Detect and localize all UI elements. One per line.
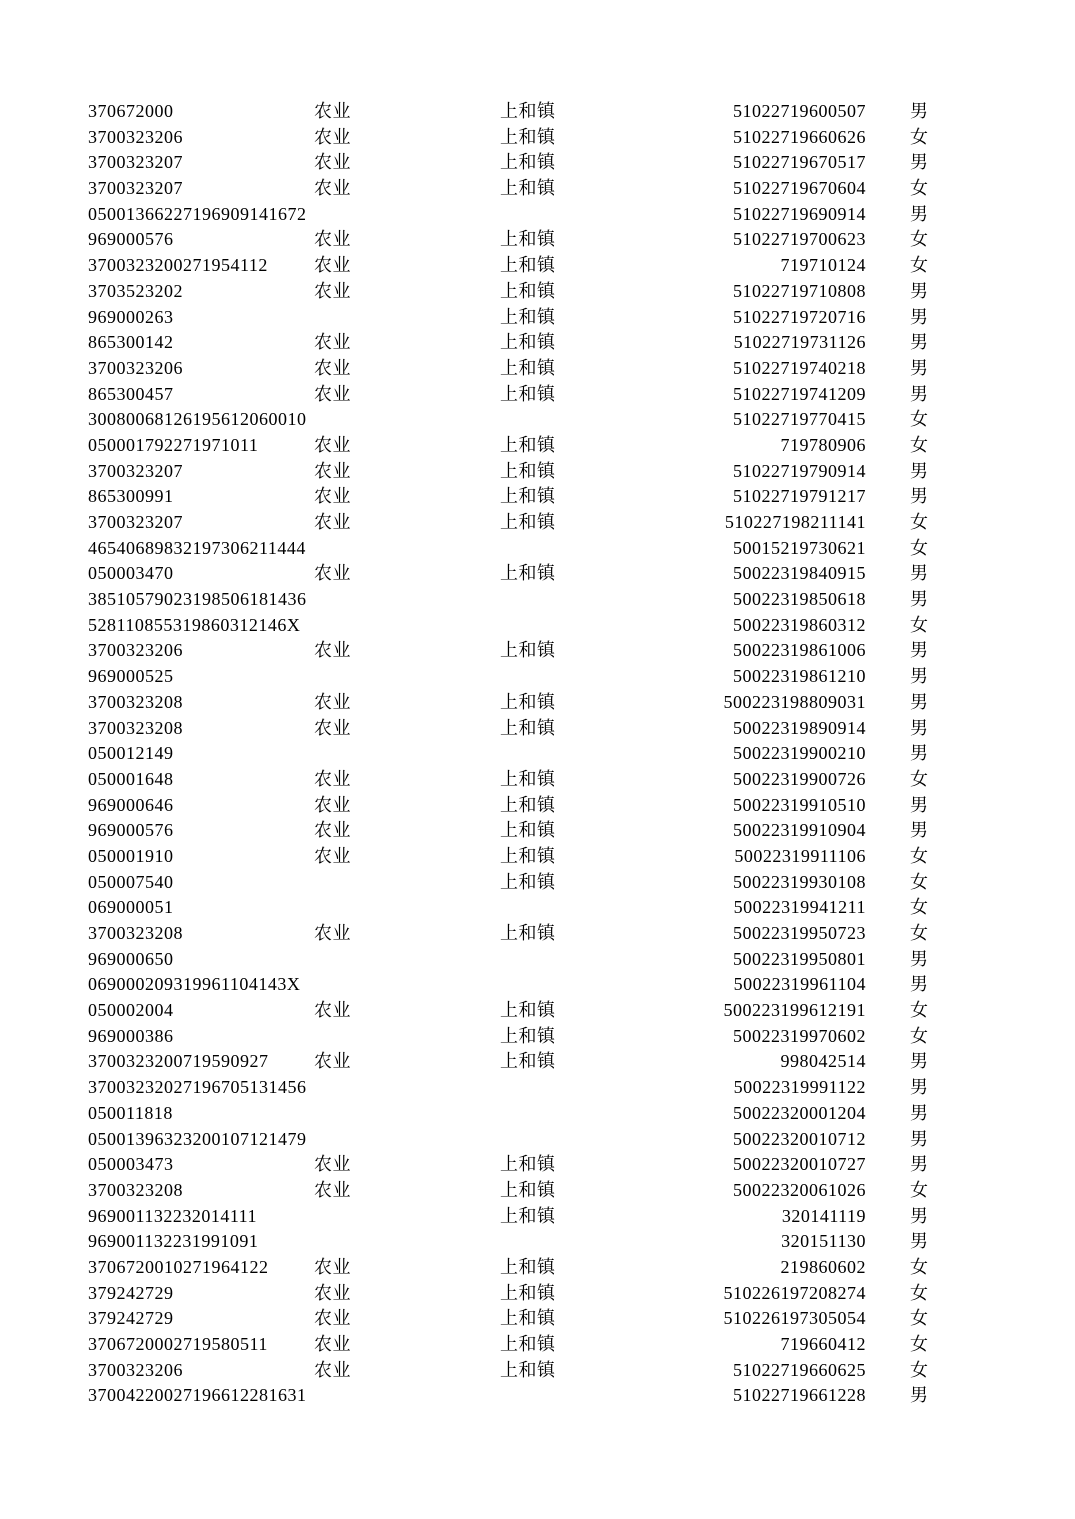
cell-town[interactable]: 上和镇 xyxy=(500,101,556,121)
table-row xyxy=(0,870,1075,896)
cell-town[interactable]: 上和镇 xyxy=(500,357,556,378)
cell-category[interactable]: 农业 xyxy=(314,717,351,738)
cell-account[interactable]: 865300142 xyxy=(88,332,174,353)
cell-id-number[interactable]: 51022719791217 xyxy=(733,486,866,507)
cell-account[interactable]: 969000576 xyxy=(88,820,174,841)
cell-town[interactable]: 上和镇 xyxy=(500,1025,556,1046)
table-row xyxy=(0,1152,1075,1178)
cell-town[interactable]: 上和镇 xyxy=(500,923,556,943)
cell-gender[interactable]: 女 xyxy=(910,537,929,558)
table-row xyxy=(0,818,1075,844)
cell-id-number[interactable]: 50022320061026 xyxy=(733,1179,866,1200)
cell-account[interactable]: 3700323208 xyxy=(88,691,183,712)
cell-category[interactable]: 农业 xyxy=(314,255,351,276)
table-row xyxy=(0,510,1075,536)
cell-id-number[interactable]: 50022319930108 xyxy=(733,871,866,892)
cell-account[interactable]: 96900113223199109​1 xyxy=(88,1231,259,1252)
cell-account[interactable]: 050001910 xyxy=(88,845,174,866)
cell-id-number[interactable]: 510226197208274 xyxy=(723,1282,866,1303)
cell-account[interactable]: 050012149 xyxy=(88,743,174,764)
cell-account[interactable]: 379242729 xyxy=(88,1308,174,1329)
cell-id-number[interactable]: 51022719700623 xyxy=(733,229,866,250)
cell-category[interactable]: 农业 xyxy=(314,126,351,147)
table-row xyxy=(0,767,1075,793)
table-row xyxy=(0,125,1075,151)
table-row xyxy=(0,176,1075,202)
cell-account[interactable]: 069000051 xyxy=(88,897,174,918)
cell-category[interactable]: 农业 xyxy=(314,923,351,943)
cell-gender[interactable]: 女 xyxy=(910,1359,929,1380)
cell-gender[interactable]: 女 xyxy=(910,229,929,250)
cell-id-number[interactable]: 51022719740218 xyxy=(733,357,866,378)
cell-town[interactable]: 上和镇 xyxy=(500,152,556,173)
table-row xyxy=(0,613,1075,639)
cell-id-number[interactable]: 51022719770415 xyxy=(733,409,866,430)
cell-category[interactable]: 农业 xyxy=(314,434,351,455)
cell-id-number[interactable]: 50022319970602 xyxy=(733,1025,866,1046)
cell-account[interactable]: 969000576 xyxy=(88,229,174,250)
cell-account[interactable]: 4654068983219730621​1444 xyxy=(88,537,306,558)
cell-gender[interactable]: 男 xyxy=(910,486,929,507)
cell-account[interactable]: 3700323207 xyxy=(88,512,183,532)
cell-town[interactable]: 上和镇 xyxy=(500,1256,556,1277)
cell-gender[interactable]: 男 xyxy=(910,820,929,841)
cell-account[interactable]: 96900113223201411​1 xyxy=(88,1205,257,1226)
cell-id-number[interactable]: 50022319850618 xyxy=(733,589,866,610)
cell-account[interactable]: 3700323206 xyxy=(88,126,183,147)
cell-account[interactable]: 050002004 xyxy=(88,1000,174,1021)
cell-town[interactable]: 上和镇 xyxy=(500,1205,556,1226)
cell-category[interactable]: 农业 xyxy=(314,1359,351,1380)
cell-id-number[interactable]: 51022719690914 xyxy=(733,203,866,224)
cell-account[interactable]: 3700323207 xyxy=(88,152,183,173)
table-row xyxy=(0,1101,1075,1127)
cell-id-number[interactable]: 320141119 xyxy=(781,1205,866,1226)
cell-gender[interactable]: 女 xyxy=(910,768,929,789)
cell-category[interactable]: 农业 xyxy=(314,1051,351,1072)
cell-category[interactable]: 农业 xyxy=(314,178,351,199)
cell-id-number[interactable]: 51022719660625 xyxy=(733,1359,866,1380)
cell-id-number[interactable]: 50022319910510 xyxy=(733,794,866,815)
cell-gender[interactable]: 男 xyxy=(910,640,929,661)
cell-gender[interactable]: 男 xyxy=(910,794,929,815)
table-row xyxy=(0,1178,1075,1204)
cell-town[interactable]: 上和镇 xyxy=(500,332,556,353)
table-row xyxy=(0,382,1075,408)
cell-id-number[interactable]: 50022319900726 xyxy=(733,768,866,789)
cell-id-number[interactable]: 50022319950801 xyxy=(733,948,866,969)
cell-account[interactable]: 969000263 xyxy=(88,306,174,327)
cell-town[interactable]: 上和镇 xyxy=(500,280,556,301)
table-row xyxy=(0,253,1075,279)
cell-account[interactable]: 3706720010271964122 xyxy=(88,1256,269,1277)
cell-town[interactable]: 上和镇 xyxy=(500,486,556,507)
cell-id-number[interactable]: 50022320001204 xyxy=(733,1102,866,1123)
cell-gender[interactable]: 男 xyxy=(910,974,929,995)
cell-gender[interactable]: 男 xyxy=(910,1154,929,1175)
cell-category[interactable]: 农业 xyxy=(314,1308,351,1329)
table-row xyxy=(0,150,1075,176)
cell-id-number[interactable]: 998042514 xyxy=(780,1051,866,1072)
cell-gender[interactable]: 男 xyxy=(910,357,929,378)
cell-town[interactable]: 上和镇 xyxy=(500,871,556,892)
cell-gender[interactable]: 女 xyxy=(910,923,929,943)
cell-id-number[interactable]: 50015219730621 xyxy=(733,537,866,558)
table-row xyxy=(0,587,1075,613)
cell-id-number[interactable]: 50022320010712 xyxy=(733,1128,866,1149)
cell-category[interactable]: 农业 xyxy=(314,229,351,250)
cell-category[interactable]: 农业 xyxy=(314,332,351,353)
cell-category[interactable]: 农业 xyxy=(314,357,351,378)
cell-gender[interactable]: 女 xyxy=(910,1179,929,1200)
cell-town[interactable]: 上和镇 xyxy=(500,1000,556,1021)
cell-id-number[interactable]: 719780906 xyxy=(780,434,866,455)
cell-id-number[interactable]: 50022319961104 xyxy=(733,974,866,995)
cell-gender[interactable]: 女 xyxy=(910,871,929,892)
cell-account[interactable]: 3703523202 xyxy=(88,280,183,301)
table-row xyxy=(0,1204,1075,1230)
cell-category[interactable]: 农业 xyxy=(314,640,351,661)
cell-town[interactable]: 上和镇 xyxy=(500,845,556,866)
cell-account[interactable]: 865300457 xyxy=(88,383,174,404)
cell-id-number[interactable]: 51022719720716 xyxy=(733,306,866,327)
cell-town[interactable]: 上和镇 xyxy=(500,717,556,738)
table-row xyxy=(0,459,1075,485)
cell-gender[interactable]: 女 xyxy=(910,512,929,532)
cell-gender[interactable]: 男 xyxy=(910,306,929,327)
cell-account[interactable]: 050001648 xyxy=(88,768,174,789)
cell-id-number[interactable]: 51022719790914 xyxy=(733,460,866,481)
table-row xyxy=(0,1383,1075,1409)
cell-id-number[interactable]: 320151130 xyxy=(781,1231,866,1252)
table-row xyxy=(0,947,1075,973)
cell-id-number[interactable]: 500223198809031 xyxy=(723,691,866,712)
table-row xyxy=(0,972,1075,998)
cell-gender[interactable]: 男 xyxy=(910,1051,929,1072)
cell-account[interactable]: 3700323208 xyxy=(88,923,183,943)
cell-account[interactable]: 3700323208 xyxy=(88,1179,183,1200)
cell-gender[interactable]: 男 xyxy=(910,948,929,969)
cell-category[interactable]: 农业 xyxy=(314,845,351,866)
cell-id-number[interactable]: 219860602 xyxy=(780,1256,866,1277)
table-row xyxy=(0,1306,1075,1332)
cell-town[interactable]: 上和镇 xyxy=(500,1308,556,1329)
cell-gender[interactable]: 女 xyxy=(910,434,929,455)
cell-town[interactable]: 上和镇 xyxy=(500,229,556,250)
cell-gender[interactable]: 女 xyxy=(910,614,929,635)
cell-gender[interactable]: 女 xyxy=(910,409,929,430)
table-row xyxy=(0,1075,1075,1101)
cell-gender[interactable]: 男 xyxy=(910,691,929,712)
table-row xyxy=(0,407,1075,433)
cell-id-number[interactable]: 50022319860312 xyxy=(733,614,866,635)
table-row xyxy=(0,1127,1075,1153)
cell-gender[interactable]: 男 xyxy=(910,280,929,301)
cell-id-number[interactable]: 50022319861006 xyxy=(733,640,866,661)
cell-id-number[interactable]: 51022719660626 xyxy=(733,126,866,147)
cell-id-number[interactable]: 50022319941211 xyxy=(733,897,866,918)
cell-gender[interactable]: 男 xyxy=(910,666,929,687)
cell-gender[interactable]: 男 xyxy=(910,1077,929,1098)
cell-category[interactable]: 农业 xyxy=(314,1256,351,1277)
cell-id-number[interactable]: 500223199612191 xyxy=(723,1000,866,1021)
cell-category[interactable]: 农业 xyxy=(314,460,351,481)
cell-town[interactable]: 上和镇 xyxy=(500,383,556,404)
cell-category[interactable]: 农业 xyxy=(314,563,351,584)
cell-gender[interactable]: 男 xyxy=(910,1231,929,1252)
cell-id-number[interactable]: 510227198211141 xyxy=(724,512,866,532)
cell-town[interactable]: 上和镇 xyxy=(500,1179,556,1200)
cell-account[interactable]: 3700323207 xyxy=(88,460,183,481)
table-row xyxy=(0,484,1075,510)
table-row xyxy=(0,1358,1075,1384)
cell-account[interactable]: 300800681261956120600​10 xyxy=(88,409,307,430)
cell-gender[interactable]: 男 xyxy=(910,152,929,173)
cell-category[interactable]: 农业 xyxy=(314,1000,351,1021)
cell-category[interactable]: 农业 xyxy=(314,794,351,815)
table-row xyxy=(0,99,1075,125)
cell-town[interactable]: 上和镇 xyxy=(500,512,556,532)
table-row xyxy=(0,921,1075,947)
cell-id-number[interactable]: 50022319991122 xyxy=(733,1077,866,1098)
cell-gender[interactable]: 男 xyxy=(910,1102,929,1123)
table-row xyxy=(0,793,1075,819)
cell-gender[interactable]: 男 xyxy=(910,383,929,404)
cell-town[interactable]: 上和镇 xyxy=(500,820,556,841)
cell-gender[interactable]: 男 xyxy=(910,1205,929,1226)
cell-account[interactable]: 379242729 xyxy=(88,1282,174,1303)
cell-town[interactable]: 上和镇 xyxy=(500,794,556,815)
cell-id-number[interactable]: 719660412 xyxy=(780,1334,866,1354)
table-row xyxy=(0,227,1075,253)
cell-id-number[interactable]: 50022319910904 xyxy=(733,820,866,841)
table-row xyxy=(0,1024,1075,1050)
cell-account[interactable]: 3700323206 xyxy=(88,1359,183,1380)
cell-account[interactable]: 3700323206 xyxy=(88,357,183,378)
cell-category[interactable]: 农业 xyxy=(314,820,351,841)
cell-account[interactable]: 3706720002719580511 xyxy=(88,1334,268,1354)
cell-account[interactable]: 370042200271966122​81631 xyxy=(88,1385,307,1406)
cell-category[interactable]: 农业 xyxy=(314,383,351,404)
table-row xyxy=(0,998,1075,1024)
cell-town[interactable]: 上和镇 xyxy=(500,1282,556,1303)
cell-category[interactable]: 农业 xyxy=(314,280,351,301)
table-row xyxy=(0,664,1075,690)
cell-gender[interactable]: 男 xyxy=(910,589,929,610)
cell-id-number[interactable]: 50022319890914 xyxy=(733,717,866,738)
cell-town[interactable]: 上和镇 xyxy=(500,255,556,276)
cell-account[interactable]: 3700323208 xyxy=(88,717,183,738)
cell-account[interactable]: 370032320271967051​31456 xyxy=(88,1077,307,1098)
cell-gender[interactable]: 男 xyxy=(910,332,929,353)
cell-gender[interactable]: 女 xyxy=(910,255,929,276)
cell-id-number[interactable]: 51022719670604 xyxy=(733,178,866,199)
cell-category[interactable]: 农业 xyxy=(314,486,351,507)
cell-id-number[interactable]: 51022719710808 xyxy=(733,280,866,301)
cell-gender[interactable]: 女 xyxy=(910,1000,929,1021)
spreadsheet xyxy=(0,99,1075,1409)
cell-town[interactable]: 上和镇 xyxy=(500,563,556,584)
cell-town[interactable]: 上和镇 xyxy=(500,1359,556,1380)
cell-gender[interactable]: 女 xyxy=(910,1256,929,1277)
table-row xyxy=(0,356,1075,382)
cell-category[interactable]: 农业 xyxy=(314,1179,351,1200)
cell-id-number[interactable]: 50022319950723 xyxy=(733,923,866,943)
cell-account[interactable]: 050003473 xyxy=(88,1154,174,1175)
table-row xyxy=(0,690,1075,716)
cell-account[interactable]: 3700323207 xyxy=(88,178,183,199)
cell-gender[interactable]: 女 xyxy=(910,1308,929,1329)
cell-account[interactable]: 52811085531986031​2146X xyxy=(88,614,301,635)
cell-gender[interactable]: 男 xyxy=(910,460,929,481)
cell-category[interactable]: 农业 xyxy=(314,768,351,789)
cell-account[interactable]: 969000646 xyxy=(88,794,174,815)
cell-account[interactable]: 3851057902319850618​1436 xyxy=(88,589,307,610)
cell-id-number[interactable]: 50022319840915 xyxy=(733,563,866,584)
cell-category[interactable]: 农业 xyxy=(314,512,351,532)
cell-town[interactable]: 上和镇 xyxy=(500,640,556,661)
cell-gender[interactable]: 女 xyxy=(910,178,929,199)
cell-id-number[interactable]: 510226197305054 xyxy=(723,1308,866,1329)
cell-id-number[interactable]: 51022719670517 xyxy=(733,152,866,173)
cell-account[interactable]: 0690002093199611041​43X xyxy=(88,974,301,995)
table-row xyxy=(0,844,1075,870)
cell-gender[interactable]: 女 xyxy=(910,897,929,918)
cell-id-number[interactable]: 51022719731126 xyxy=(733,332,866,353)
cell-account[interactable]: 3700323200719590927 xyxy=(88,1051,269,1072)
cell-gender[interactable]: 男 xyxy=(910,563,929,584)
table-row xyxy=(0,433,1075,459)
cell-account[interactable]: 05000179227197101​1 xyxy=(88,434,259,455)
table-row xyxy=(0,202,1075,228)
cell-gender[interactable]: 男 xyxy=(910,743,929,764)
cell-account[interactable]: 865300991 xyxy=(88,486,174,507)
cell-account[interactable]: 050003470 xyxy=(88,563,174,584)
table-row xyxy=(0,536,1075,562)
cell-town[interactable]: 上和镇 xyxy=(500,691,556,712)
table-row xyxy=(0,1049,1075,1075)
cell-account[interactable]: 3700323200271954112 xyxy=(88,255,268,276)
cell-id-number[interactable]: 51022719661228 xyxy=(733,1385,866,1406)
cell-town[interactable]: 上和镇 xyxy=(500,1334,556,1354)
cell-category[interactable]: 农业 xyxy=(314,1282,351,1303)
cell-town[interactable]: 上和镇 xyxy=(500,434,556,455)
table-row xyxy=(0,330,1075,356)
cell-town[interactable]: 上和镇 xyxy=(500,126,556,147)
cell-town[interactable]: 上和镇 xyxy=(500,178,556,199)
cell-category[interactable]: 农业 xyxy=(314,1334,351,1354)
cell-category[interactable]: 农业 xyxy=(314,152,351,173)
cell-account[interactable]: 050007540 xyxy=(88,871,174,892)
cell-account[interactable]: 050013963232001071​21479 xyxy=(88,1128,307,1149)
table-row xyxy=(0,895,1075,921)
cell-account[interactable]: 969000650 xyxy=(88,948,174,969)
cell-category[interactable]: 农业 xyxy=(314,101,351,121)
cell-account[interactable]: 050013662271969091416​72 xyxy=(88,203,307,224)
cell-gender[interactable]: 女 xyxy=(910,1025,929,1046)
cell-id-number[interactable]: 719710124 xyxy=(780,255,866,276)
table-row xyxy=(0,305,1075,331)
cell-id-number[interactable]: 50022319900210 xyxy=(733,743,866,764)
cell-account[interactable]: 3700323206 xyxy=(88,640,183,661)
cell-category[interactable]: 农业 xyxy=(314,1154,351,1175)
table-row xyxy=(0,279,1075,305)
cell-gender[interactable]: 男 xyxy=(910,203,929,224)
cell-account[interactable]: 050011818 xyxy=(88,1102,173,1123)
cell-category[interactable]: 农业 xyxy=(314,691,351,712)
cell-gender[interactable]: 男 xyxy=(910,1128,929,1149)
table-row xyxy=(0,1255,1075,1281)
cell-gender[interactable]: 女 xyxy=(910,1334,929,1354)
cell-id-number[interactable]: 51022719741209 xyxy=(733,383,866,404)
cell-town[interactable]: 上和镇 xyxy=(500,460,556,481)
cell-id-number[interactable]: 50022320010727 xyxy=(733,1154,866,1175)
cell-gender[interactable]: 女 xyxy=(910,1282,929,1303)
table-row xyxy=(0,638,1075,664)
cell-account[interactable]: 969000525 xyxy=(88,666,174,687)
cell-gender[interactable]: 女 xyxy=(910,845,929,866)
cell-gender[interactable]: 男 xyxy=(910,717,929,738)
cell-account[interactable]: 969000386 xyxy=(88,1025,174,1046)
cell-town[interactable]: 上和镇 xyxy=(500,306,556,327)
cell-town[interactable]: 上和镇 xyxy=(500,768,556,789)
cell-gender[interactable]: 男 xyxy=(910,1385,929,1406)
cell-account[interactable]: 370672000 xyxy=(88,101,174,121)
cell-gender[interactable]: 男 xyxy=(910,101,929,121)
cell-gender[interactable]: 女 xyxy=(910,126,929,147)
cell-id-number[interactable]: 51022719600507 xyxy=(733,101,866,121)
table-row xyxy=(0,1332,1075,1358)
table-row xyxy=(0,561,1075,587)
cell-id-number[interactable]: 50022319911106 xyxy=(734,845,866,866)
table-row xyxy=(0,716,1075,742)
table-row xyxy=(0,1281,1075,1307)
table-row xyxy=(0,1229,1075,1255)
table-row xyxy=(0,741,1075,767)
cell-id-number[interactable]: 50022319861210 xyxy=(733,666,866,687)
cell-town[interactable]: 上和镇 xyxy=(500,1154,556,1175)
cell-town[interactable]: 上和镇 xyxy=(500,1051,556,1072)
